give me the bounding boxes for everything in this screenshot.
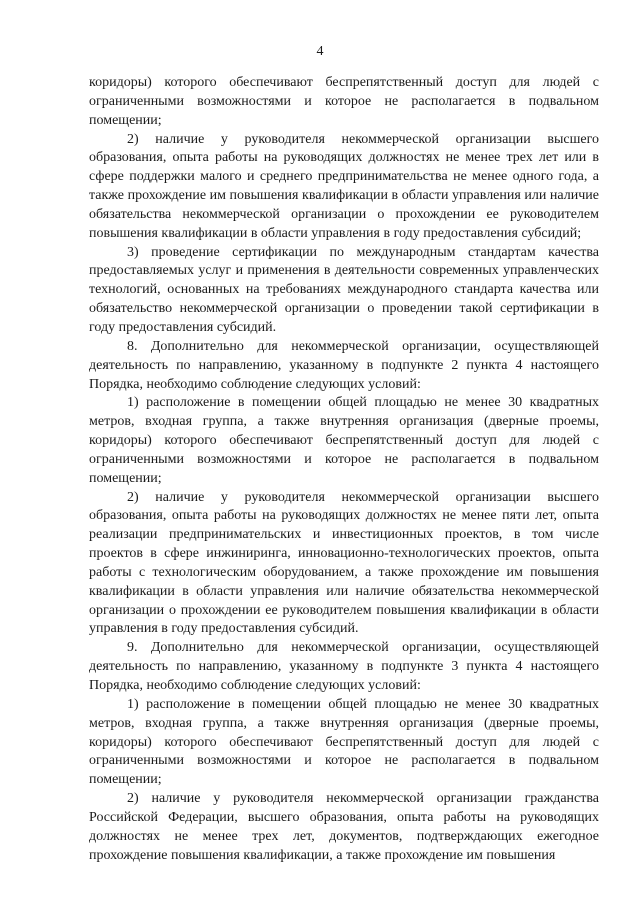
page-number: 4 bbox=[316, 44, 324, 59]
paragraph-9-item-2: 2) наличие у руководителя некоммерческой организации гражданства Российской Федерации, высшего образования, опыта работы на руководящих должностях не менее трех лет, документов, подтверждающих ежегодное прохождение повышения квалификации, а также прохождение им повышения bbox=[89, 791, 599, 863]
paragraph-continuation: коридоры) которого обеспечивают беспрепятственный доступ для людей с ограниченными возможностями и которое не располагается в подвальном помещении; bbox=[89, 75, 599, 128]
paragraph-9-intro: 9. Дополнительно для некоммерческой организации, осуществляющей деятельность по направлению, указанному в подпункте 3 пункта 4 настоящего Порядка, необходимо соблюдение следующих условий: bbox=[89, 640, 599, 693]
document-body bbox=[89, 74, 599, 865]
paragraph-9-item-1: 1) расположение в помещении общей площадью не менее 30 квадратных метров, входная группа, а также внутренняя организация (дверные проемы, коридоры) которого обеспечивают беспрепятственный доступ для людей с ограниченными возможностями и которое не располагается в подвальном помещении; bbox=[89, 696, 599, 788]
paragraph-8-item-1: 1) расположение в помещении общей площадью не менее 30 квадратных метров, входная группа, а также внутренняя организация (дверные проемы, коридоры) которого обеспечивают беспрепятственный доступ для людей с ограниченными возможностями и которое не располагается в подвальном помещении; bbox=[89, 395, 599, 486]
paragraph-8-intro: 8. Дополнительно для некоммерческой организации, осуществляющей деятельность по направлению, указанному в подпункте 2 пункта 4 настоящего Порядка, необходимо соблюдение следующих условий: bbox=[89, 338, 599, 392]
paragraph-7-item-2: 2) наличие у руководителя некоммерческой организации высшего образования, опыта работы на руководящих должностях не менее трех лет или в сфере поддержки малого и среднего предпринимательства не менее одного года, а также прохождение им повышения квалификации в области управления или наличие обязательства некоммерческой организации о прохождении ее руководителем повышения квалификации в области управления в году предоставления субсидий; bbox=[89, 131, 599, 241]
paragraph-8-item-2: 2) наличие у руководителя некоммерческой организации высшего образования, опыта работы на руководящих должностях не менее пяти лет, опыта реализации предпринимательских и инвестиционных проектов, в том числе проектов в сфере инжиниринга, инновационно-технологических проектов, опыта работы с технологическим оборудованием, а также прохождение им повышения квалификации в области управления или наличие обязательства некоммерческой организации о прохождении ее руководителем повышения квалификации в области управления в году предоставления субсидий. bbox=[89, 489, 599, 637]
paragraph-7-item-3: 3) проведение сертификации по международным стандартам качества предоставляемых услуг и применения в деятельности современных управленческих технологий, основанных на требованиях международного стандарта качества или обязательство некоммерческой организации о проведении такой сертификации в году предоставления субсидий. bbox=[89, 244, 599, 335]
